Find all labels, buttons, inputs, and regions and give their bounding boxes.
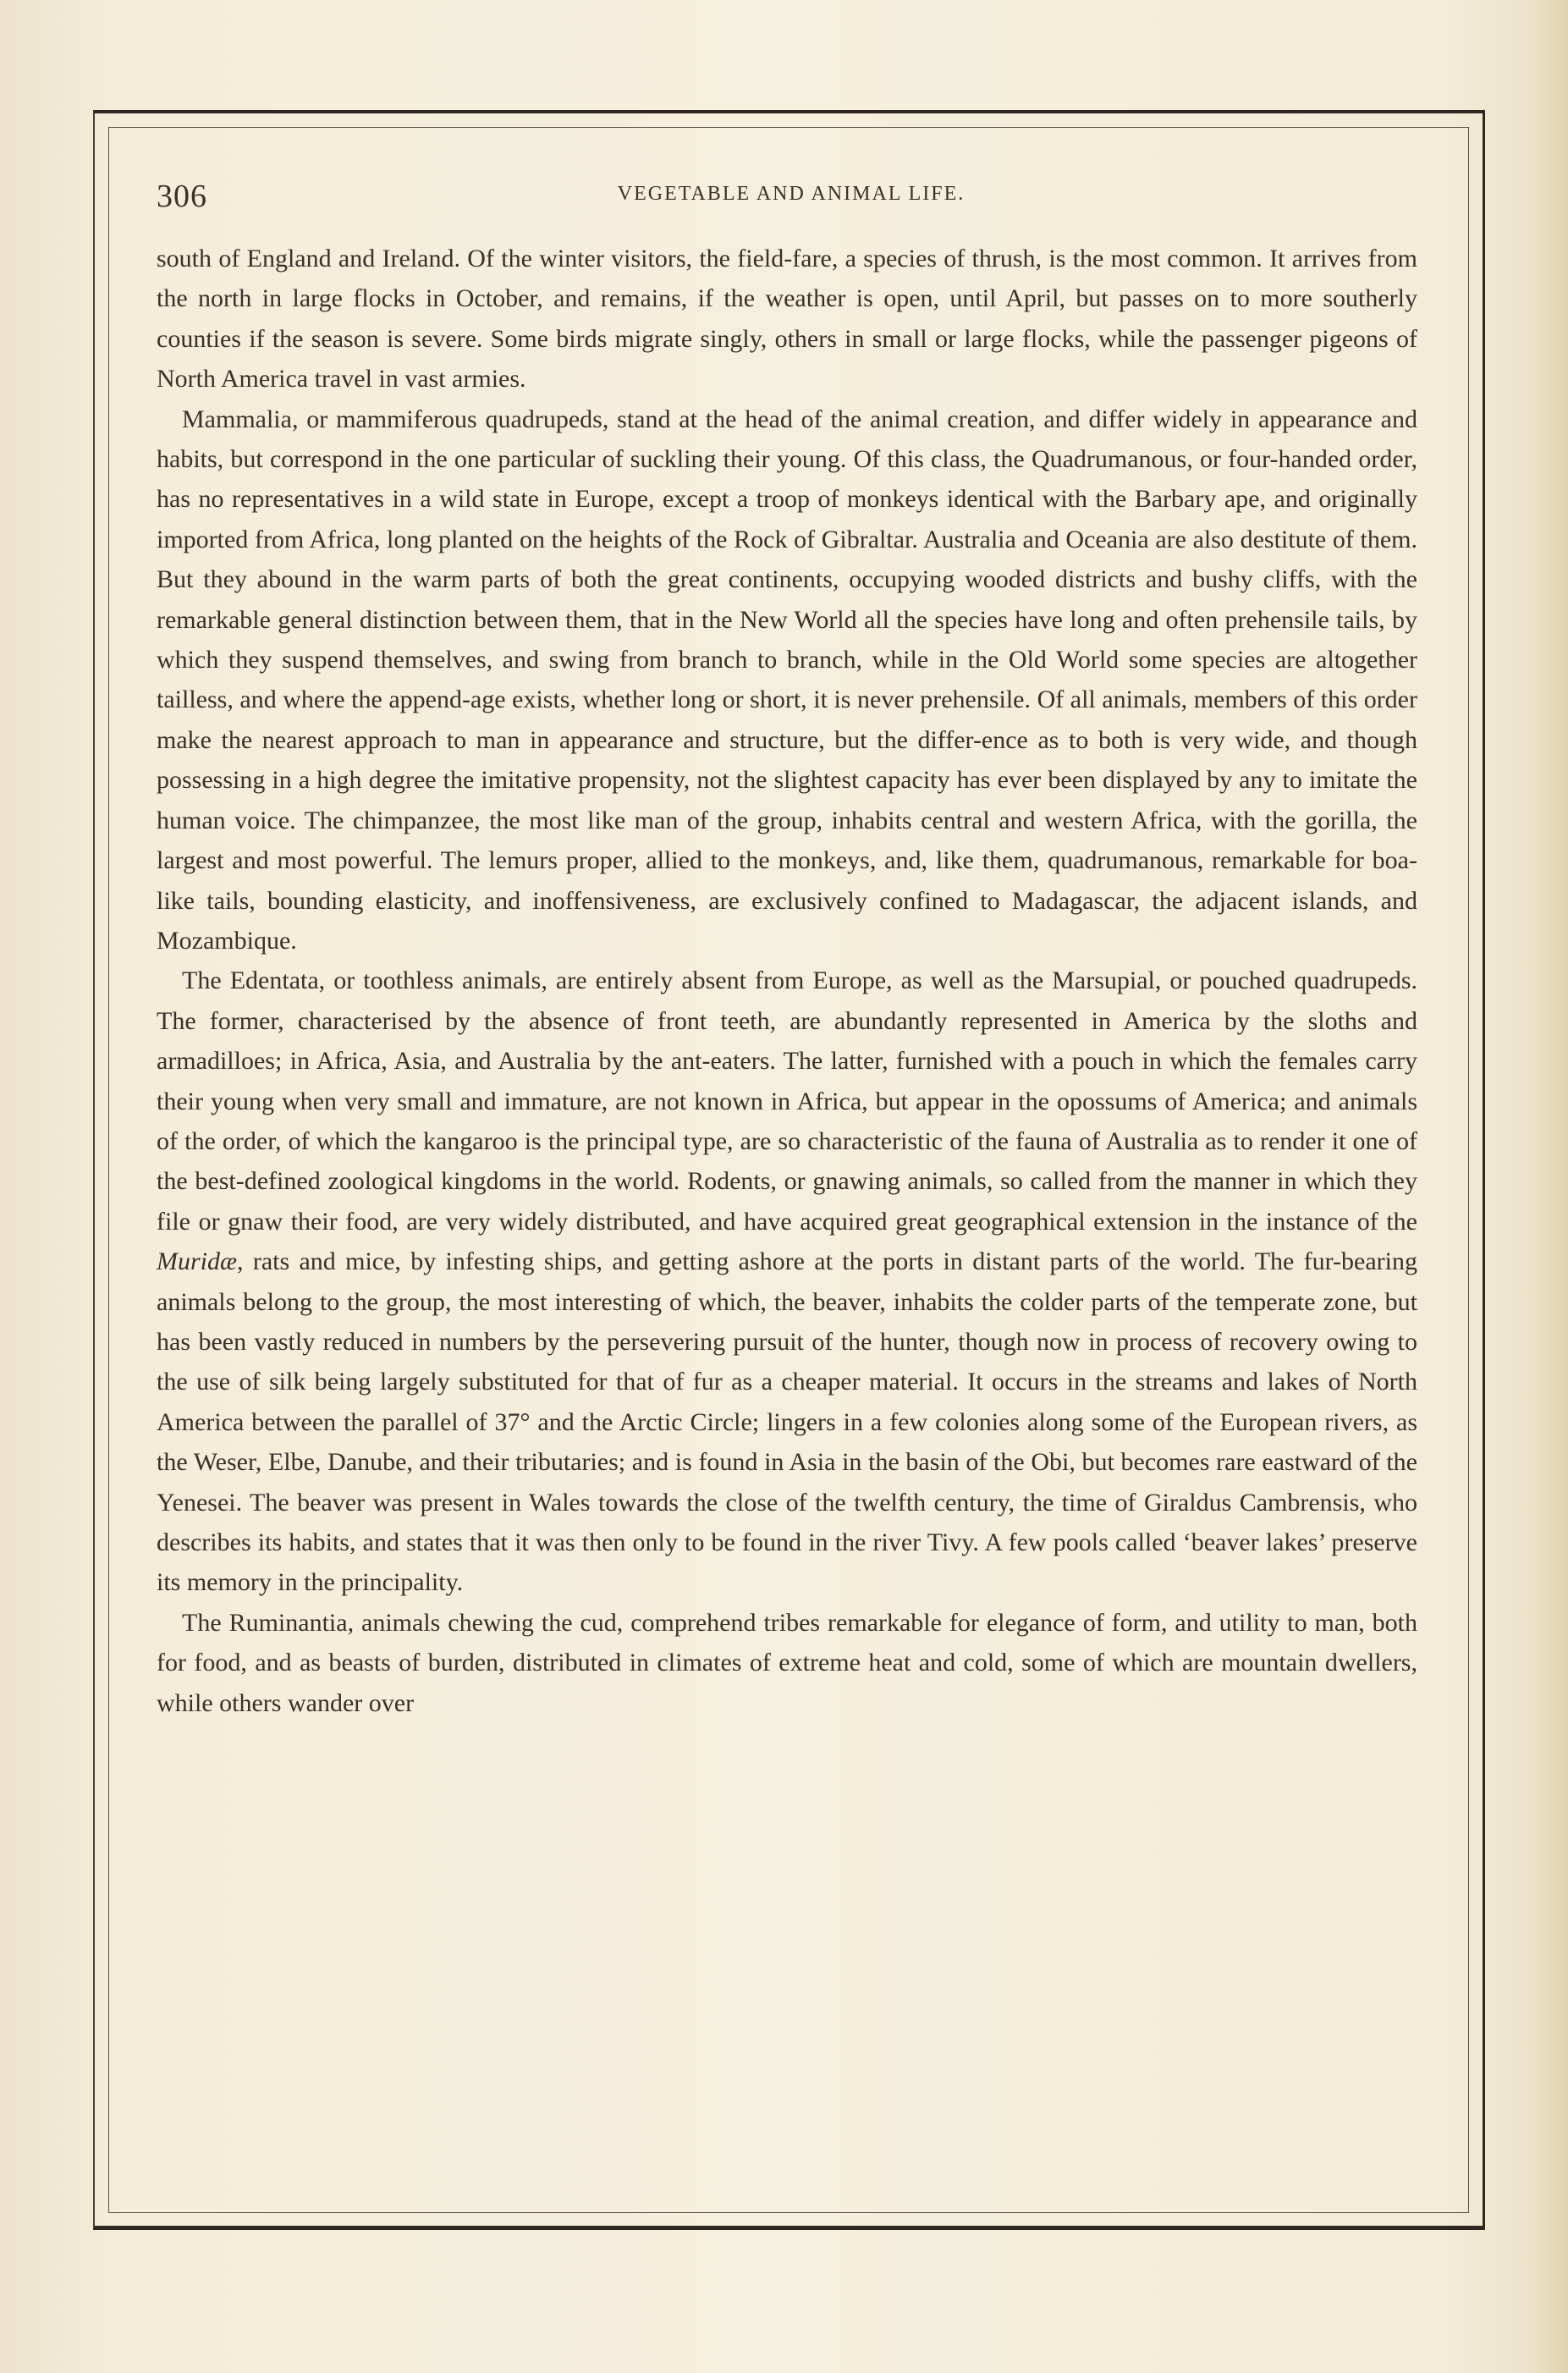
paragraph-edentata	[157, 961, 1417, 1603]
spine-shadow	[1534, 0, 1568, 2373]
paragraph-edentata-part2: , rats and mice, by infesting ships, and getting ashore at the ports in distant parts of the world. The fur-bearing animals belong to the group, the most interesting of which, the beaver, inhabits the colder parts of the temperate zone, but has been vastly reduced in numbers by the persevering pursuit of the hunter, though now in process of recovery owing to the use of silk being largely substituted for that of fur as a cheaper material. It occurs in the streams and lakes of North America between the parallel of 37° and the Arctic Circle; lingers in a few colonies along some of the European rivers, as the Weser, Elbe, Danube, and their tributaries; and is found in Asia in the basin of the Obi, but becomes rare eastward of the Yenesei. The beaver was present in Wales towards the close of the twelfth century, the time of Giraldus Cambrensis, who describes its habits, and states that it was then only to be found in the river Tivy. A few pools called ‘beaver lakes’ preserve its memory in the principality.	[157, 1247, 1417, 1597]
page-header	[157, 178, 1426, 220]
page-number: 306	[157, 179, 207, 214]
paragraph-mammalia: Mammalia, or mammiferous quadrupeds, stand at the head of the animal creation, and differ widely in appearance and habits, but correspond in the one particular of suckling their young. Of this class, the Quadrumanous, or four-handed order, has no representatives in a wild state in Europe, except a troop of monkeys identical with the Barbary ape, and originally imported from Africa, long planted on the heights of the Rock of Gibraltar. Australia and Oceania are also destitute of them. But they abound in the warm parts of both the great continents, occupying wooded districts and bushy cliffs, with the remarkable general distinction between them, that in the New World all the species have long and often prehensile tails, by which they suspend themselves, and swing from branch to branch, while in the Old World some species are altogether tailless, and where the append-age exists, whether long or short, it is never prehensile. Of all animals, members of this order make the nearest approach to man in appearance and structure, but the differ-ence as to both is very wide, and though possessing in a high degree the imitative propensity, not the slightest capacity has ever been displayed by any to imitate the human voice. The chimpanzee, the most like man of the group, inhabits central and western Africa, with the gorilla, the largest and most powerful. The lemurs proper, allied to the monkeys, and, like them, quadrumanous, remarkable for boa-like tails, bounding elasticity, and inoffensiveness, are exclusively confined to Madagascar, the adjacent islands, and Mozambique.	[157, 405, 1417, 955]
body-text	[157, 239, 1417, 1723]
italic-term-muridae: Muridæ	[157, 1247, 238, 1276]
paragraph-birds: south of England and Ireland. Of the winter visitors, the field-fare, a species of thrush, is the most common. It arrives from the north in large flocks in October, and remains, if the weather is open, until April, but passes on to more southerly counties if the season is severe. Some birds migrate singly, others in small or large flocks, while the passenger pigeons of North America travel in vast armies.	[157, 245, 1417, 394]
running-title: VEGETABLE AND ANIMAL LIFE.	[617, 183, 966, 205]
paragraph-edentata-part1: The Edentata, or toothless animals, are entirely absent from Europe, as well as the Marsupial, or pouched quadrupeds. The former, characterised by the absence of front teeth, are abundantly represented in America by the sloths and armadilloes; in Africa, Asia, and Australia by the ant-eaters. The latter, furnished with a pouch in which the females carry their young when very small and immature, are not known in Africa, but appear in the opossums of America; and animals of the order, of which the kangaroo is the principal type, are so characteristic of the fauna of Australia as to render it one of the best-defined zoological kingdoms in the world. Rodents, or gnawing animals, so called from the manner in which they file or gnaw their food, are very widely distributed, and have acquired great geographical extension in the instance of the	[157, 966, 1417, 1236]
paragraph-ruminantia: The Ruminantia, animals chewing the cud, comprehend tribes remarkable for elegance of form, and utility to man, both for food, and as beasts of burden, distributed in climates of extreme heat and cold, some of which are mountain dwellers, while others wander over	[157, 1608, 1417, 1717]
